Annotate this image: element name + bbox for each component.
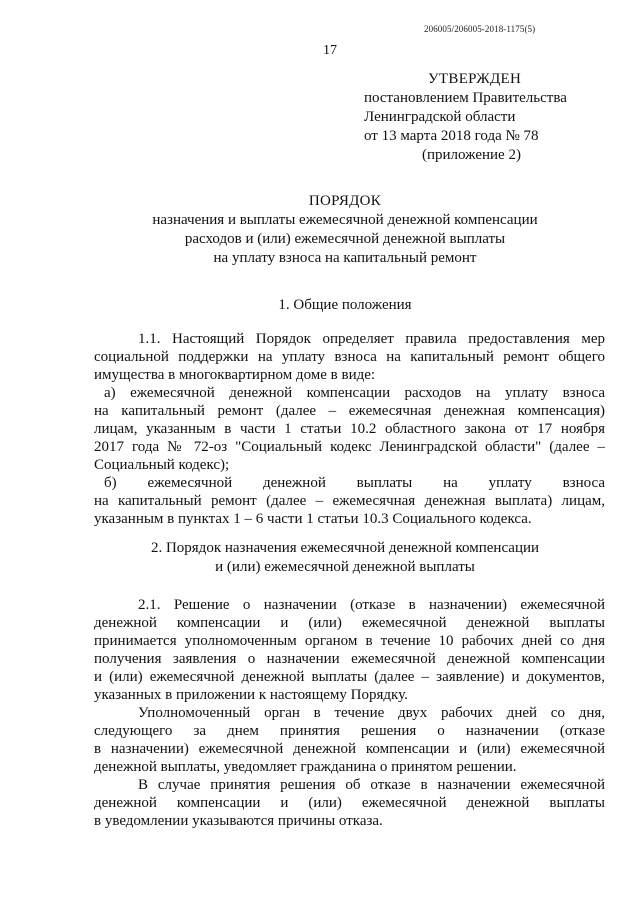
- paragraph-1-1: [94, 330, 605, 384]
- text-line: 1.1. Настоящий Порядок определяет правила предоставления мер: [138, 331, 605, 347]
- document-title: ПОРЯДОК: [308, 193, 382, 209]
- text-line: лицам, указанным в части 1 статьи 10.2 областного закона от 17 ноября: [94, 421, 605, 437]
- text-line: В случае принятия решения об отказе в назначении ежемесячной: [138, 777, 605, 793]
- approval-line: постановлением Правительства: [364, 90, 567, 106]
- section-heading-line: и (или) ежемесячной денежной выплаты: [215, 559, 475, 575]
- text-line: денежной компенсации и (или) ежемесячной денежной выплаты: [94, 615, 605, 631]
- document-id: 206005/206005-2018-1175(5): [424, 24, 536, 34]
- text-line: в назначении) ежемесячной денежной компенсации и (или) ежемесячной: [94, 741, 605, 757]
- text-line: социальной поддержки на уплату взноса на капитальный ремонт общего: [94, 349, 605, 365]
- text-line: денежной выплаты, уведомляет гражданина о принятом решении.: [94, 759, 517, 775]
- paragraph-b: [94, 474, 605, 528]
- approval-title: УТВЕРЖДЕН: [428, 71, 522, 87]
- text-line: получения заявления о назначении ежемесячной денежной компенсации: [94, 651, 605, 667]
- approval-line: от 13 марта 2018 года № 78: [364, 128, 539, 144]
- approval-line: Ленинградской области: [364, 109, 516, 125]
- text-line: имущества в многоквартирном доме в виде:: [94, 367, 376, 383]
- text-line: б) ежемесячной денежной выплаты на уплату взноса: [104, 475, 605, 491]
- paragraph-2-1-notice: [94, 704, 605, 776]
- document-subtitle: [80, 211, 610, 268]
- text-line: Уполномоченный орган в течение двух рабочих дней со дня,: [138, 705, 605, 721]
- section-heading: 1. Общие положения: [278, 297, 412, 313]
- text-line: 2.1. Решение о назначении (отказе в назначении) ежемесячной: [138, 597, 605, 613]
- text-line: указанных в приложении к настоящему Порядку.: [94, 687, 408, 703]
- text-line: Социальный кодекс);: [94, 457, 230, 473]
- text-line: на капитальный ремонт (далее – ежемесячная денежная компенсация): [94, 403, 605, 419]
- text-line: принимается уполномоченным органом в течение 10 рабочих дней со дня: [94, 633, 605, 649]
- text-line: а) ежемесячной денежной компенсации расходов на уплату взноса: [104, 385, 605, 401]
- text-line: в уведомлении указываются причины отказа.: [94, 813, 383, 829]
- subtitle-line: расходов и (или) ежемесячной денежной выплаты: [184, 231, 506, 247]
- text-line: следующего за днем принятия решения о назначении (отказе: [94, 723, 605, 739]
- text-line: указанным в пунктах 1 – 6 части 1 статьи 10.3 Социального кодекса.: [94, 511, 532, 527]
- paragraph-2-1: [94, 596, 605, 704]
- text-line: 2017 года № 72-оз "Социальный кодекс Ленинградской области" (далее –: [94, 439, 605, 455]
- page-number: 17: [323, 43, 337, 58]
- approval-block: [364, 70, 624, 165]
- section-heading: [80, 539, 610, 577]
- section-heading-line: 2. Порядок назначения ежемесячной денежной компенсации: [150, 540, 540, 556]
- text-line: на капитальный ремонт (далее – ежемесячная денежная выплата) лицам,: [94, 493, 605, 509]
- text-line: и (или) ежемесячной денежной выплаты (далее – заявление) и документов,: [94, 669, 605, 685]
- approval-line: (приложение 2): [422, 147, 521, 163]
- paragraph-2-1-refusal: [94, 776, 605, 830]
- subtitle-line: назначения и выплаты ежемесячной денежной компенсации: [152, 212, 538, 228]
- text-line: денежной компенсации и (или) ежемесячной денежной выплаты: [94, 795, 605, 811]
- subtitle-line: на уплату взноса на капитальный ремонт: [213, 250, 477, 266]
- paragraph-a: [94, 384, 605, 474]
